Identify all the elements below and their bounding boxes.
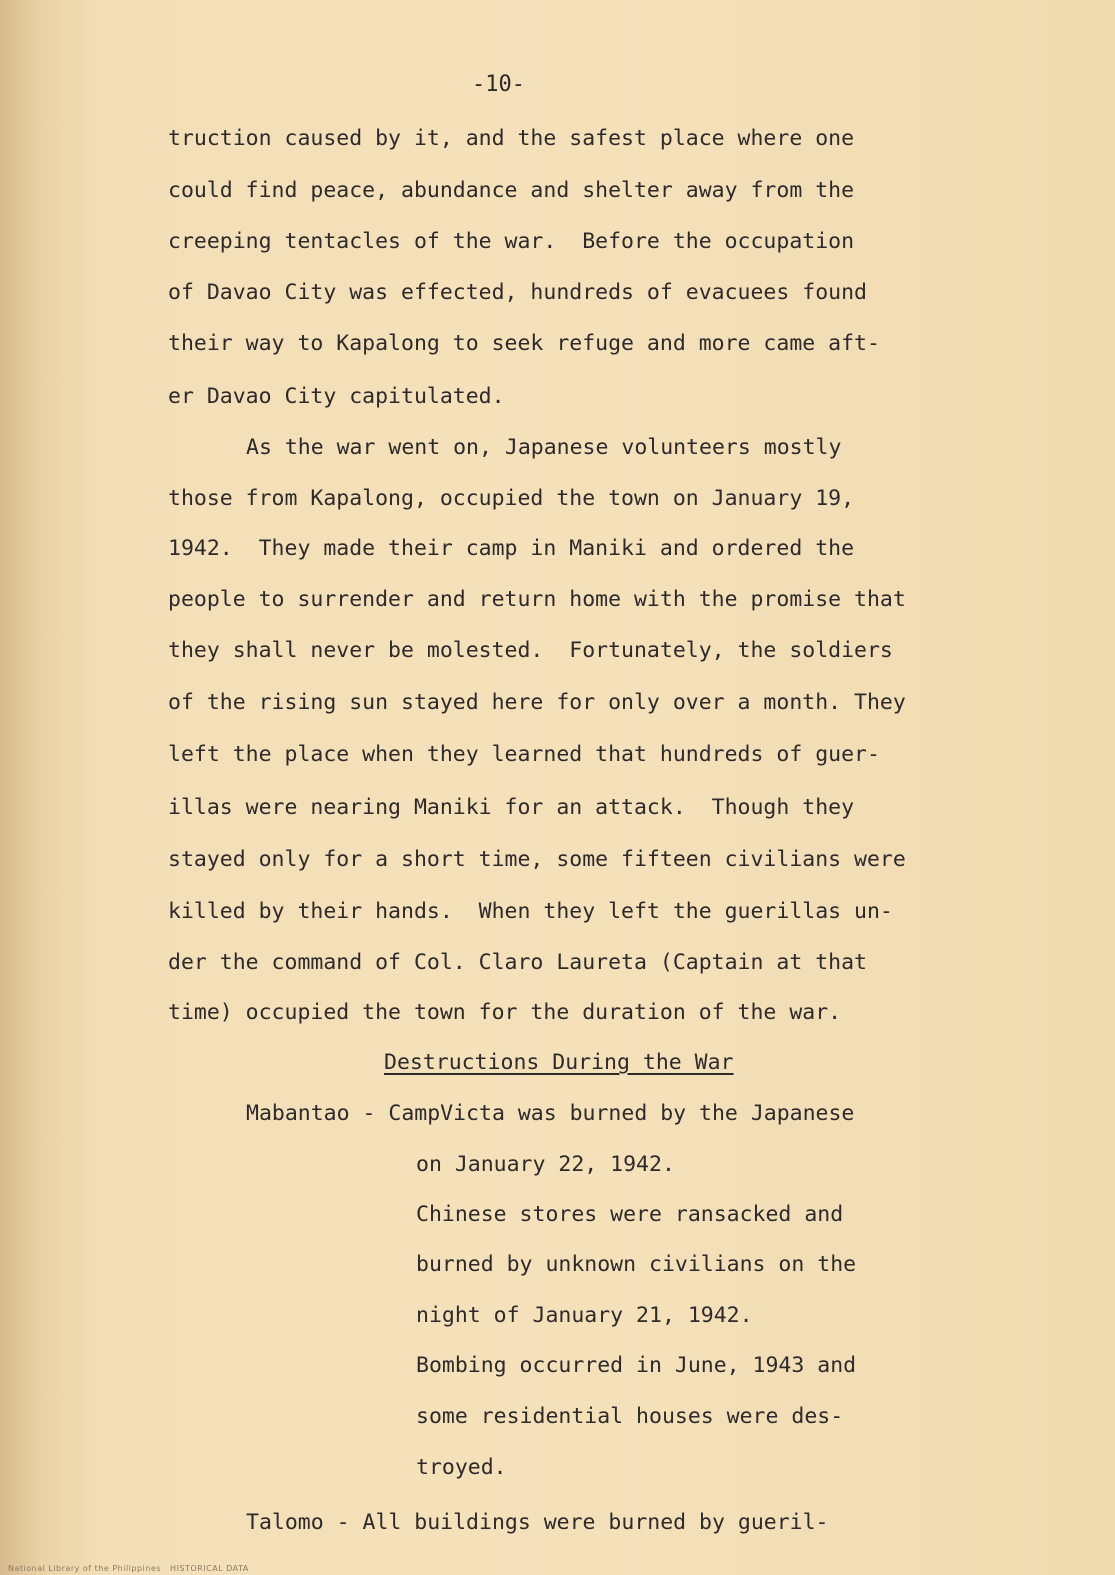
entry-continuation-line: Bombing occurred in June, 1943 and [416, 1353, 857, 1378]
paragraph1-line: er Davao City capitulated. [168, 384, 505, 409]
paragraph1-line: their way to Kapalong to seek refuge and more came aft- [168, 331, 880, 356]
entry-continuation-line: troyed. [416, 1455, 507, 1480]
entry-continuation-line: Chinese stores were ransacked and [416, 1202, 844, 1227]
scan-footer: National Library of the Philippines HISTORICAL DATA [8, 1564, 249, 1573]
entry-place-line: Talomo - All buildings were burned by gueril- [246, 1510, 829, 1535]
paragraph1-line: creeping tentacles of the war. Before the occupation [168, 229, 855, 254]
entry-continuation-line: night of January 21, 1942. [416, 1303, 753, 1328]
paragraph2-line: As the war went on, Japanese volunteers mostly [246, 435, 842, 460]
paragraph2-line: killed by their hands. When they left the guerillas un- [168, 899, 893, 924]
paragraph2-line: der the command of Col. Claro Laureta (Captain at that [168, 950, 867, 975]
page-number: -10- [472, 72, 525, 97]
entry-continuation-line: some residential houses were des- [416, 1404, 844, 1429]
paragraph2-line: time) occupied the town for the duration of the war. [168, 1000, 842, 1025]
paragraph1-line: of Davao City was effected, hundreds of evacuees found [168, 280, 867, 305]
paragraph2-line: left the place when they learned that hundreds of guer- [168, 742, 880, 767]
paragraph2-line: those from Kapalong, occupied the town on January 19, [168, 486, 855, 511]
paragraph1-line: could find peace, abundance and shelter away from the [168, 178, 855, 203]
paragraph1-line: truction caused by it, and the safest place where one [168, 126, 855, 151]
entry-continuation-line: on January 22, 1942. [416, 1152, 675, 1177]
section-heading: Destructions During the War [384, 1050, 734, 1075]
entry-place-line: Mabantao - CampVicta was burned by the Japanese [246, 1101, 855, 1126]
paragraph2-line: stayed only for a short time, some fifteen civilians were [168, 847, 906, 872]
paragraph2-line: 1942. They made their camp in Maniki and ordered the [168, 536, 855, 561]
paragraph2-line: people to surrender and return home with the promise that [168, 587, 906, 612]
paragraph2-line: illas were nearing Maniki for an attack. Though they [168, 795, 855, 820]
entry-continuation-line: burned by unknown civilians on the [416, 1252, 857, 1277]
paragraph2-line: of the rising sun stayed here for only over a month. They [168, 690, 906, 715]
paragraph2-line: they shall never be molested. Fortunately, the soldiers [168, 638, 893, 663]
